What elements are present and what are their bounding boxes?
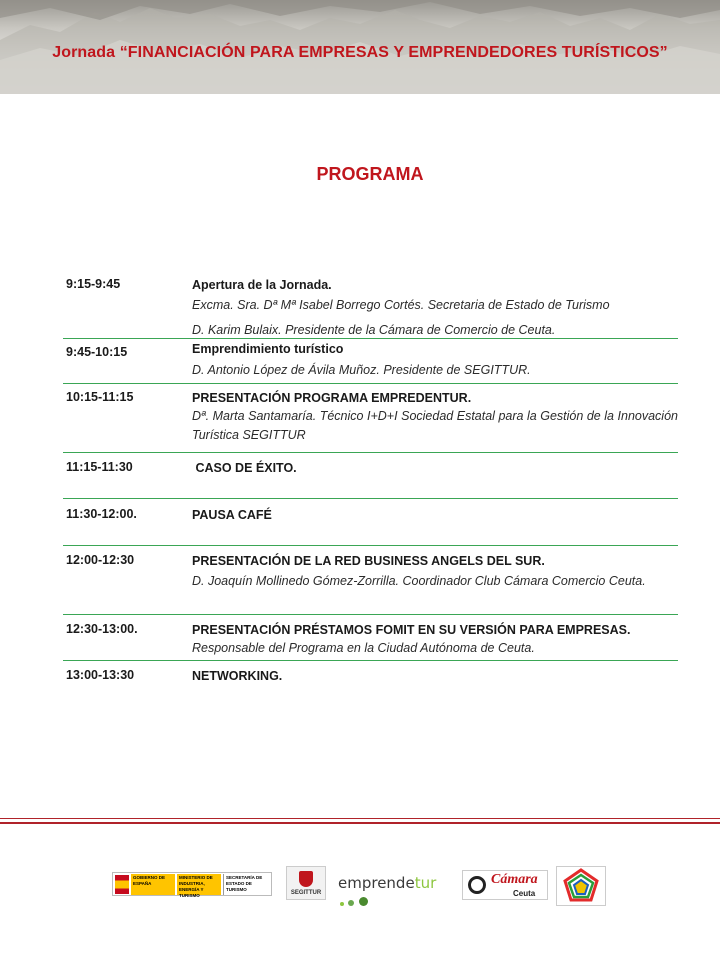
row-content xyxy=(192,553,678,591)
row-detail: Excma. Sra. Dª Mª Isabel Borrego Cortés. Secretaria de Estado de Turismo xyxy=(192,298,610,312)
segittur-logo-text: SEGITTUR xyxy=(290,890,322,896)
row-time: 11:15-11:30 xyxy=(66,460,133,474)
ministry-logo xyxy=(112,872,272,896)
emprendetur-logo-suffix: tur xyxy=(414,874,437,892)
camara-logo-city: Ceuta xyxy=(513,889,536,898)
pentagon-emblem-icon xyxy=(557,867,605,905)
ministry-logo-line1: GOBIERNO DE ESPAÑA xyxy=(133,875,166,886)
camara-emblem-icon xyxy=(468,876,486,894)
schedule-row xyxy=(63,384,678,453)
row-title: NETWORKING. xyxy=(192,669,283,683)
row-title: PRESENTACIÓN PROGRAMA EMPREDENTUR. xyxy=(192,391,472,405)
emprendetur-dots-icon xyxy=(340,893,368,911)
schedule-row xyxy=(63,546,678,615)
row-content xyxy=(192,390,678,445)
program-heading: PROGRAMA xyxy=(316,164,424,184)
pentagon-partner-logo xyxy=(556,866,606,906)
segittur-logo xyxy=(286,866,326,900)
row-title: CASO DE ÉXITO. xyxy=(192,461,297,475)
schedule-row xyxy=(63,615,678,661)
row-title: PAUSA CAFÉ xyxy=(192,508,272,522)
schedule-row xyxy=(63,339,678,384)
schedule-row xyxy=(63,453,678,499)
row-detail: D. Joaquín Mollinedo Gómez-Zorrilla. Coordinador Club Cámara Comercio Ceuta. xyxy=(192,574,646,588)
row-time: 13:00-13:30 xyxy=(66,668,135,682)
row-title: Emprendimiento turístico xyxy=(192,342,344,356)
schedule-row xyxy=(63,499,678,546)
row-content xyxy=(192,507,678,524)
spain-coat-of-arms-icon xyxy=(115,875,129,894)
camara-logo-name: Cámara xyxy=(491,872,538,887)
event-title: Jornada “FINANCIACIÓN PARA EMPRESAS Y EMPRENDEDORES TURÍSTICOS” xyxy=(52,44,668,61)
row-title: PRESENTACIÓN PRÉSTAMOS FOMIT EN SU VERSIÓN PARA EMPRESAS. xyxy=(192,623,631,637)
row-title: Apertura de la Jornada. xyxy=(192,278,332,292)
schedule-row xyxy=(63,661,678,691)
row-detail: Dª. Marta Santamaría. Técnico I+D+I Sociedad Estatal para la Gestión de la Innovación Turística SEGITTUR xyxy=(192,409,678,442)
row-content xyxy=(192,341,678,380)
ministry-logo-line3: SECRETARÍA DE ESTADO DE TURISMO xyxy=(226,875,263,892)
emprendetur-logo-prefix: emprende xyxy=(338,874,415,892)
row-time: 11:30-12:00. xyxy=(66,507,137,521)
segittur-mark-icon xyxy=(299,871,313,887)
row-title: PRESENTACIÓN DE LA RED BUSINESS ANGELS DEL SUR. xyxy=(192,554,545,568)
row-content xyxy=(192,460,678,477)
schedule-row xyxy=(63,272,678,339)
emprendetur-logo xyxy=(338,874,450,896)
row-content xyxy=(192,668,678,685)
row-detail: Responsable del Programa en la Ciudad Autónoma de Ceuta. xyxy=(192,641,535,655)
header-banner xyxy=(0,0,720,94)
camara-ceuta-logo xyxy=(462,870,548,900)
ministry-logo-line2: MINISTERIO DE INDUSTRIA, ENERGÍA Y TURISMO xyxy=(179,875,213,898)
footer-divider xyxy=(0,818,720,824)
row-detail: D. Antonio López de Ávila Muñoz. Presidente de SEGITTUR. xyxy=(192,363,531,377)
row-content xyxy=(192,622,678,658)
row-time: 12:30-13:00. xyxy=(66,622,138,636)
row-time: 9:45-10:15 xyxy=(66,345,128,359)
sponsor-logos xyxy=(0,862,720,908)
row-content xyxy=(192,277,678,340)
row-detail: D. Karim Bulaix. Presidente de la Cámara de Comercio de Ceuta. xyxy=(192,323,556,337)
row-time: 12:00-12:30 xyxy=(66,553,135,567)
row-time: 10:15-11:15 xyxy=(66,390,134,404)
row-time: 9:15-9:45 xyxy=(66,277,121,291)
